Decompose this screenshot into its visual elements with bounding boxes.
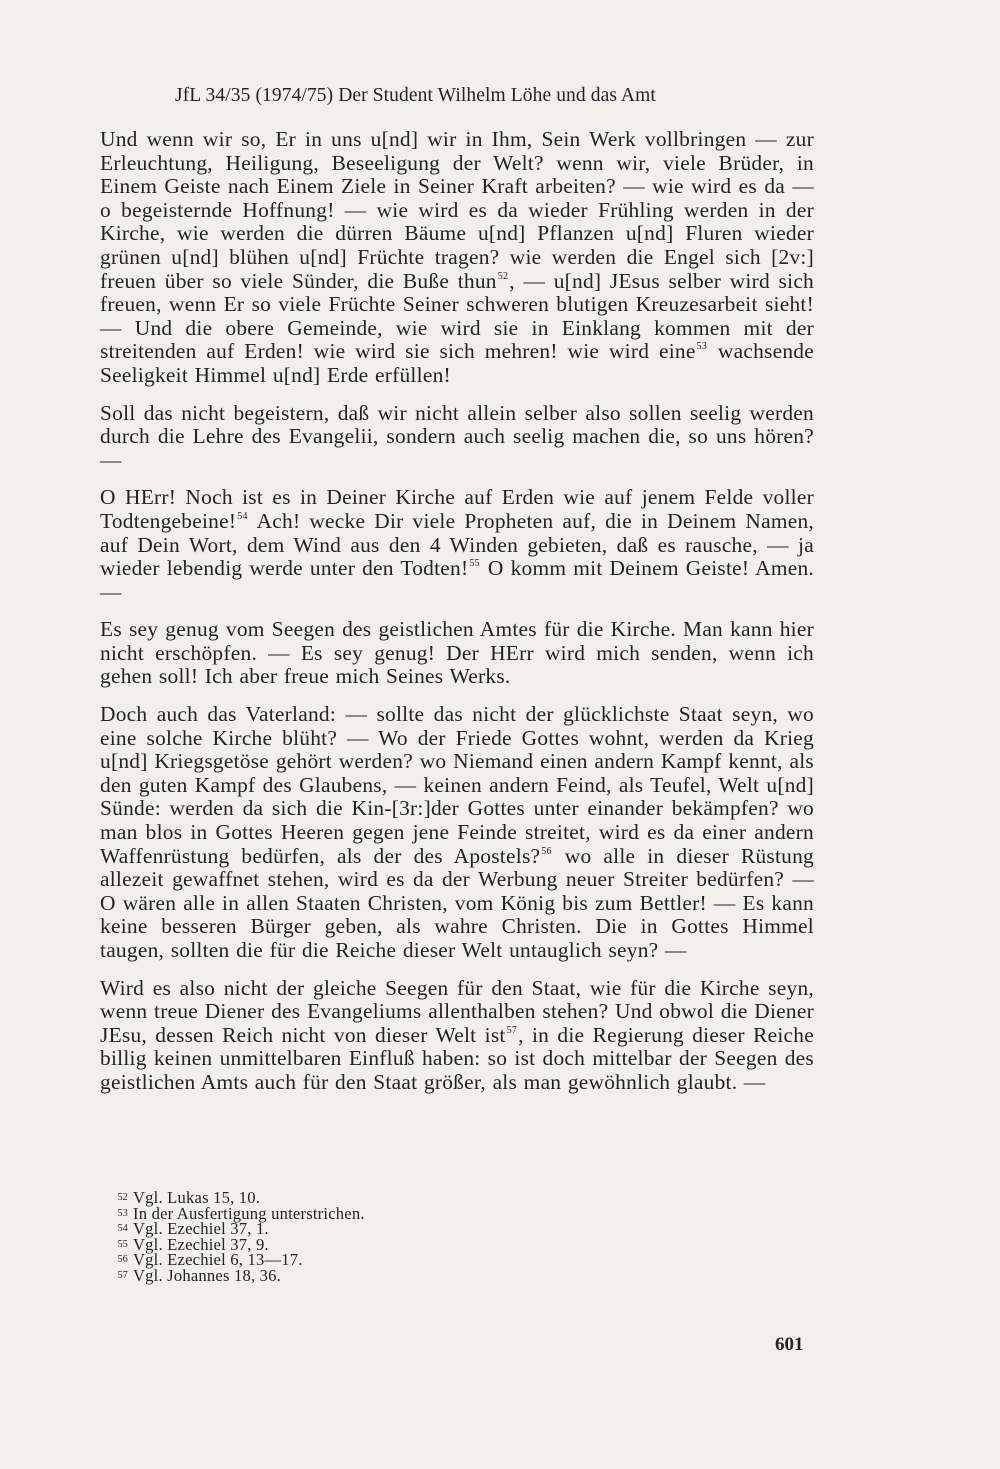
footnote-number: 52 (117, 1192, 128, 1203)
footnote-text: Vgl. Ezechiel 37, 1. (133, 1219, 269, 1238)
paragraph-text: , in die Regierung dieser Reiche billig keinen unmittelbaren Einfluß haben: so ist doch mittelbar der Seegen des geistlichen Amts auch für den Staat größer, als man gewöhnlich glaubt. — (100, 1022, 814, 1094)
paragraph-text: , — u[nd] JEsus selber wird sich freuen, wenn Er so viele Früchte Seiner schweren blutigen Kreuzesarbeit sieht! — Und die obere Gemeinde, wie wird sie in Einklang kommen mit der streitenden auf Erden! wie wird sie sich mehren! wie wird eine (100, 268, 815, 364)
page-number: 601 (775, 1334, 804, 1355)
paragraph-text: wo alle in dieser Rüstung allezeit gewaffnet stehen, wird es da der Werbung neuer Streiter bedürfen? — O wären alle in allen Staaten Christen, vom König bis zum Bettler! — Es kann keine besseren Bürger geben, als wahre Christen. Die in Gottes Himmel taugen, sollten die für die Reiche dieser Welt untauglich seyn? — (100, 843, 814, 962)
footnote-reference: 52 (497, 270, 509, 282)
paragraph-text: O HErr! Noch ist es in Deiner Kirche auf Erden wie auf jenem Felde voller Todtengebeine! (100, 485, 814, 533)
paragraph (100, 618, 814, 689)
paragraph (100, 977, 814, 1095)
paragraph-text: Es sey genug vom Seegen des geistlichen Amtes für die Kirche. Man kann hier nicht erschöpfen. — Es sey genug! Der HErr wird mich senden, wenn ich gehen soll! Ich aber freue mich Seines Werks. (100, 617, 814, 689)
paragraph-text: Ach! wecke Dir viele Propheten auf, die in Deinem Namen, auf Dein Wort, dem Wind aus den 4 Winden gebieten, daß es rausche, — ja wieder lebendig werde unter den Todten! (100, 508, 814, 581)
footnotes (116, 1190, 716, 1283)
footnote-reference: 56 (541, 845, 552, 857)
paragraph (100, 128, 814, 388)
body-text (100, 128, 814, 1109)
footnote-number: 55 (117, 1238, 128, 1250)
footnote (116, 1265, 716, 1285)
footnote-text: Vgl. Lukas 15, 10. (133, 1188, 261, 1207)
footnote-number: 57 (117, 1269, 128, 1281)
paragraph (100, 486, 814, 604)
paragraph-text: Soll das nicht begeistern, daß wir nicht allein selber also sollen seelig werden durch die Lehre des Evangelii, sondern auch seelig machen die, so uns hören? — (100, 400, 814, 472)
running-head: JfL 34/35 (1974/75) Der Student Wilhelm Löhe und das Amt (175, 85, 656, 106)
paragraph (100, 703, 814, 963)
footnote-text: In der Ausfertigung unterstrichen. (133, 1203, 365, 1223)
footnote-number: 56 (117, 1254, 128, 1265)
paragraph-text: O komm mit Deinem Geiste! Amen. — (100, 556, 815, 604)
footnote-text: Vgl. Ezechiel 37, 9. (133, 1234, 269, 1254)
footnote-number: 53 (117, 1207, 128, 1219)
footnote-text: Vgl. Johannes 18, 36. (133, 1265, 282, 1285)
paragraph-text: Doch auch das Vaterland: — sollte das nicht der glücklichste Staat seyn, wo eine solche Kirche blüht? — Wo der Friede Gottes wohnt, werden da Krieg u[nd] Kriegsgetöse gehört werden? wo Niemand einen andern Kampf kennt, als den guten Kampf des Glaubens, — keinen andern Feind, als Teufel, Welt u[nd] Sünde: werden da sich die Kin-[3r:]der Gottes unter einander bekämpfen? wo man blos in Gottes Heeren gegen jene Feinde streitet, wird es da einer andern Waffenrüstung bedürfen, als der des Apostels? (100, 702, 814, 868)
footnote-number: 54 (117, 1223, 128, 1234)
paragraph-text: Wird es also nicht der gleiche Seegen für den Staat, wie für die Kirche seyn, wenn treue Diener des Evangeliums allenthalben stehen? Und obwol die Diener JEsu, dessen Reich nicht von dieser Welt ist (100, 975, 814, 1047)
footnote-reference: 54 (237, 510, 248, 522)
paragraph-text: wachsende Seeligkeit Himmel u[nd] Erde erfüllen! (100, 339, 814, 387)
paragraph-text: Und wenn wir so, Er in uns u[nd] wir in Ihm, Sein Werk vollbringen — zur Erleuchtung, Heiligung, Beseeligung der Welt? wenn wir, viele Brüder, in Einem Geiste nach Einem Ziele in Seiner Kraft arbeiten? — wie wird es da — o begeisternde Hoffnung! — wie wird es da wieder Frühling werden in der Kirche, wie werden die dürren Bäume u[nd] Pflanzen u[nd] Fluren wieder grünen u[nd] blühen u[nd] Früchte tragen? wie werden die Engel sich [2v:] freuen über so viele Sünder, die Buße thun (100, 127, 814, 293)
footnote-reference: 55 (469, 558, 480, 570)
footnote-reference: 53 (696, 341, 708, 353)
paragraph (100, 402, 814, 473)
footnote-text: Vgl. Ezechiel 6, 13—17. (133, 1250, 303, 1269)
footnote-reference: 57 (506, 1024, 518, 1036)
